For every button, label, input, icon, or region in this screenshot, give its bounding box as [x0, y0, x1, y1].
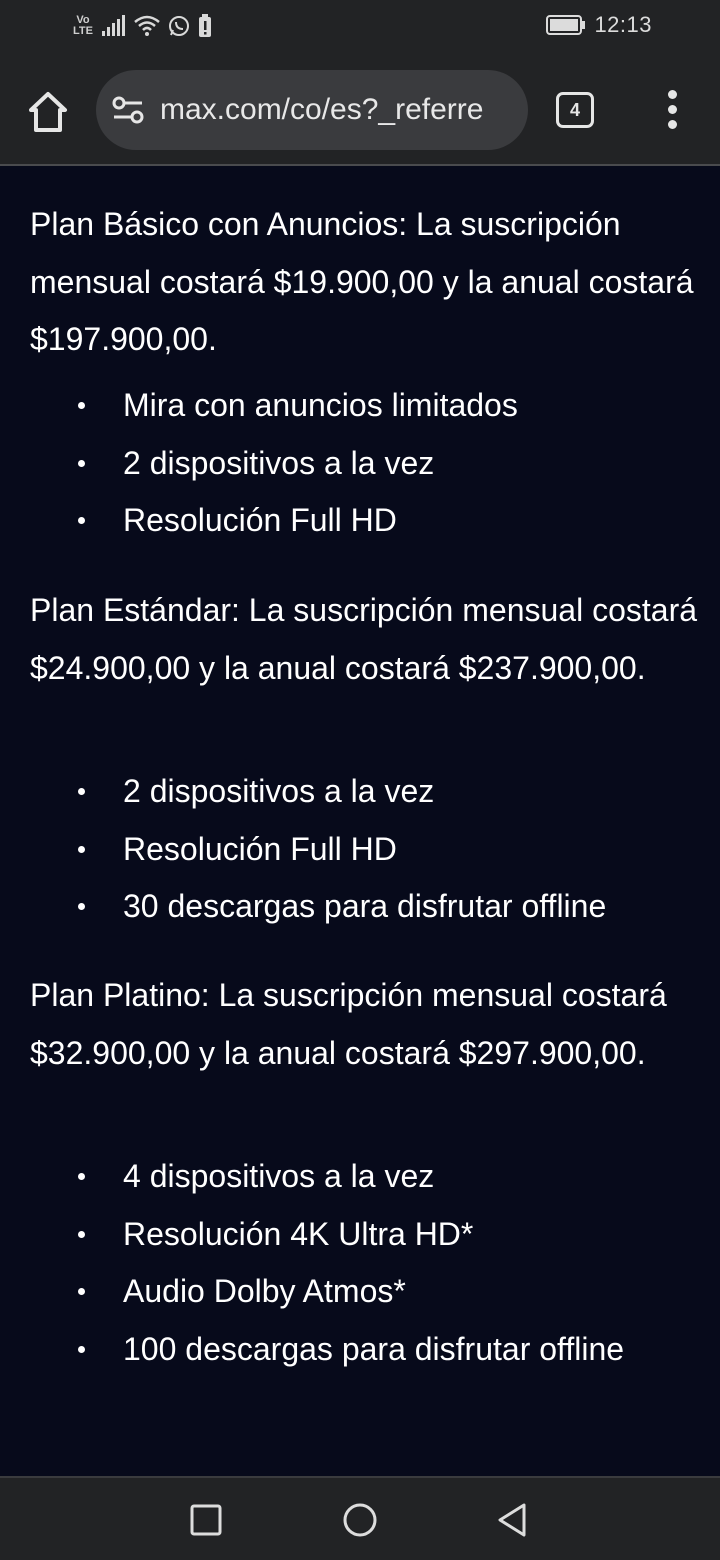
recents-square-icon[interactable] [186, 1500, 226, 1540]
plan-basico-description: Plan Básico con Anuncios: La suscripción mensual costará $19.900,00 y la anual costará $197.900,00. [30, 206, 694, 357]
battery-alert-icon [198, 14, 212, 38]
browser-toolbar [0, 56, 720, 166]
whatsapp-icon [168, 15, 190, 37]
list-item: Mira con anuncios limitados [0, 377, 720, 435]
list-item: Resolución Full HD [0, 821, 720, 879]
address-bar[interactable] [96, 70, 528, 150]
page-content [0, 168, 720, 1476]
tab-switcher-button[interactable] [556, 92, 594, 128]
plan-platino-features [0, 1148, 720, 1436]
list-item: Audio Dolby Atmos* [0, 1263, 720, 1321]
signal-icon [102, 15, 126, 37]
url-text[interactable]: max.com/co/es?_referre [160, 93, 484, 126]
system-nav-bar [0, 1476, 720, 1560]
back-triangle-icon[interactable] [492, 1500, 532, 1540]
volte-indicator: Vo LTE [73, 14, 93, 37]
wifi-icon [134, 15, 160, 37]
list-item: Resolución Full HD [0, 492, 720, 550]
plan-platino-description: Plan Platino: La suscripción mensual costará $32.900,00 y la anual costará $297.900,00. [30, 977, 667, 1071]
plan-estandar-features [0, 763, 720, 936]
battery-icon [546, 14, 586, 36]
list-item: 100 descargas para disfrutar offline [0, 1321, 720, 1436]
list-item: Resolución 4K Ultra HD* [0, 1206, 720, 1264]
plan-basico-features [0, 377, 720, 550]
status-icons-left [72, 14, 212, 38]
home-button[interactable] [24, 90, 72, 134]
tab-count: 4 [569, 99, 580, 120]
list-item: 2 dispositivos a la vez [0, 435, 720, 493]
list-item: 4 dispositivos a la vez [0, 1148, 720, 1206]
clock: 12:13 [594, 12, 652, 37]
list-item: 2 dispositivos a la vez [0, 763, 720, 821]
status-icons-right [546, 12, 652, 38]
list-item: 30 descargas para disfrutar offline [0, 878, 720, 936]
plan-estandar-description: Plan Estándar: La suscripción mensual costará $24.900,00 y la anual costará $237.900,00. [30, 592, 698, 686]
status-bar [0, 0, 720, 56]
site-info-icon[interactable] [110, 95, 150, 125]
more-vert-icon[interactable] [662, 90, 682, 130]
home-circle-icon[interactable] [340, 1500, 380, 1540]
home-icon [24, 90, 72, 134]
